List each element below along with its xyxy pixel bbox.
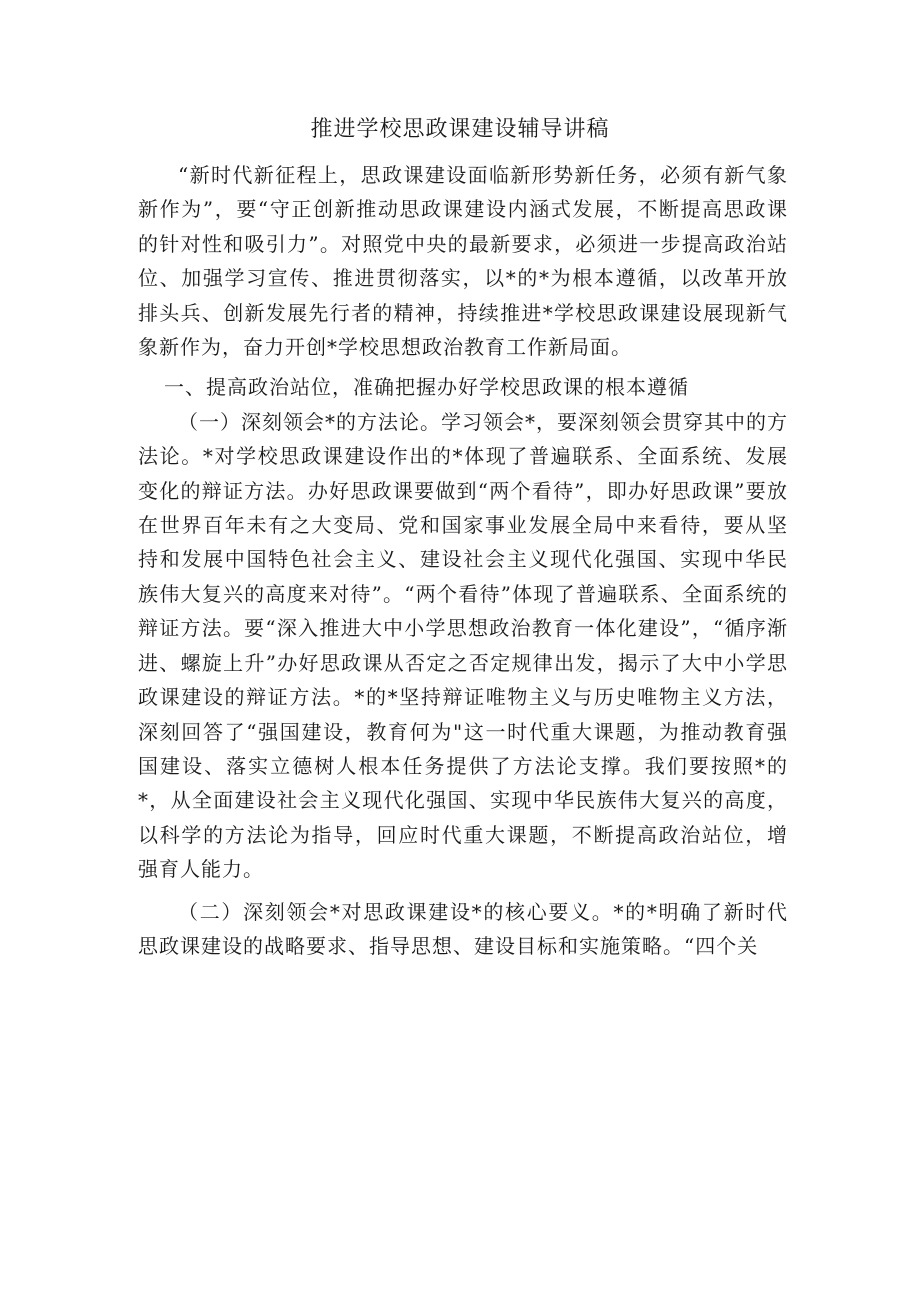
subsection-paragraph-1: （一）深刻领会*的方法论。学习领会*，要深刻领会贯穿其中的方法论。*对学校思政课建设作出的*体现了普遍联系、全面系统、发展变化的辩证方法。办好思政课要做到“两个看待”，即办好思政课”要放在世界百年未有之大变局、党和国家事业发展全局中来看待，要从坚持和发展中国特色社会主义、建设社会主义现代化强国、实现中华民族伟大复兴的高度来对待”。“两个看待”体现了普遍联系、全面系统的辩证方法。要“深入推进大中小学思想政治教育一体化建设”，“循序渐进、螺旋上升”办好思政课从否定之否定规律出发，揭示了大中小学思政课建设的辩证方法。*的*坚持辩证唯物主义与历史唯物主义方法，深刻回答了“强国建设，教育何为"这一时代重大课题，为推动教育强国建设、落实立德树人根本任务提供了方法论支撑。我们要按照*的*，从全面建设社会主义现代化强国、实现中华民族伟大复兴的高度，以科学的方法论为指导，回应时代重大课题，不断提高政治站位，增强育人能力。 (138, 409, 788, 882)
document-body (138, 158, 788, 963)
subsection-paragraph-2: （二）深刻领会*对思政课建设*的核心要义。*的*明确了新时代思政课建设的战略要求、指导思想、建设目标和实施策略。“四个关 (138, 899, 788, 958)
intro-paragraph: “新时代新征程上，思政课建设面临新形势新任务，必须有新气象新作为”，要“守正创新推动思政课建设内涵式发展，不断提高思政课的针对性和吸引力”。对照党中央的最新要求，必须进一步提高政治站位、加强学习宣传、推进贯彻落实，以*的*为根本遵循，以改革开放排头兵、创新发展先行者的精神，持续推进*学校思政课建设展现新气象新作为，奋力开创*学校思想政治教育工作新局面。 (138, 163, 788, 360)
section-heading-1: 一、提高政治站位，准确把握办好学校思政课的根本遵循 (164, 375, 689, 400)
document-title: 推进学校思政课建设辅导讲稿 (310, 117, 610, 142)
